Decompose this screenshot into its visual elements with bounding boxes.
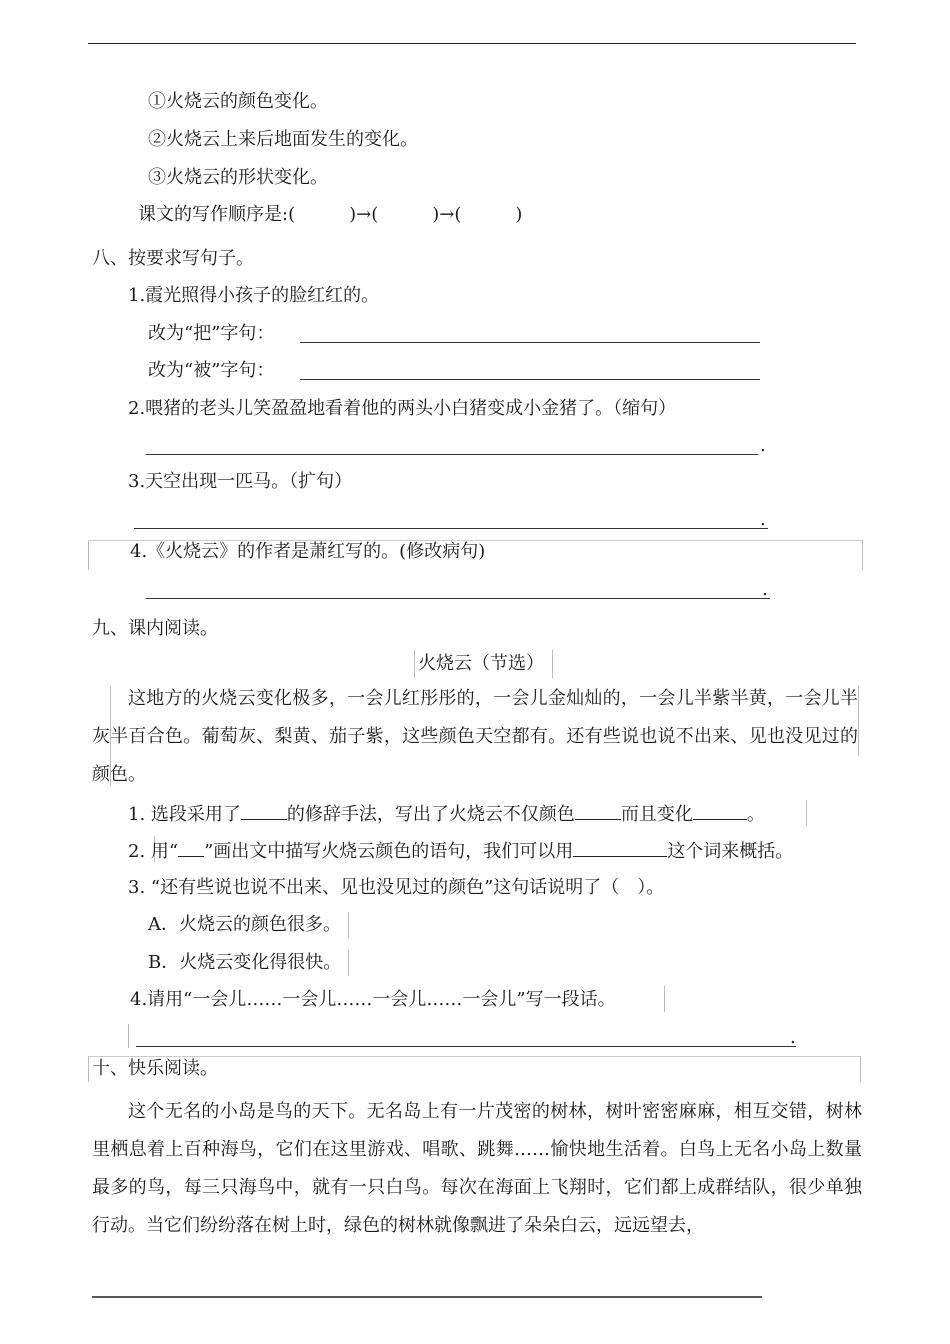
- q4-box-right: [862, 540, 863, 570]
- s9-passage: 这地方的火烧云变化极多，一会儿红彤彤的，一会儿金灿灿的，一会儿半紫半黄，一会儿半灰半百合色。葡萄灰、梨黄、茄子紫，这些颜色天空都有。还有些说也说不出来、见也没见过的颜色。: [92, 688, 858, 785]
- s9-option-a[interactable]: A．火烧云的颜色很多。: [148, 914, 341, 935]
- title-box-right: [552, 650, 553, 678]
- s8-question-1: 1.霞光照得小孩子的脸红红的。: [128, 285, 380, 306]
- q1-box-right: [806, 800, 807, 826]
- passage-box-right: [858, 686, 859, 756]
- s10-box-left: [88, 1056, 89, 1082]
- s8-question-4: 4.《火烧云》的作者是萧红写的。(修改病句): [130, 541, 486, 562]
- s8-q1-ba-answer-line[interactable]: [300, 342, 760, 343]
- q4b-box-right: [664, 986, 665, 1012]
- s8-q1-bei-answer-line[interactable]: [300, 379, 760, 380]
- writing-order-question: 课文的写作顺序是:( )→( )→( ): [138, 204, 523, 225]
- s8-q2-period: .: [760, 435, 766, 456]
- s10-box-right: [860, 1056, 861, 1082]
- list-item-1: ①火烧云的颜色变化。: [148, 91, 328, 112]
- s9-q1-text-b: 的修辞手法，写出了火烧云不仅颜色: [286, 804, 575, 825]
- s9-option-b[interactable]: B．火烧云变化得很快。: [148, 952, 342, 973]
- q4-box-left: [88, 540, 89, 570]
- q4b-line-left: [128, 1024, 129, 1048]
- s9-question-2: [128, 838, 793, 864]
- s9-q1-text-a: 1. 选段采用了: [128, 804, 241, 825]
- s9-q4-answer-line[interactable]: [136, 1046, 796, 1047]
- s9-q1-text-c: 而且变化: [620, 804, 693, 825]
- s9-q1-blank-color[interactable]: [575, 801, 621, 820]
- s8-q3-period: .: [760, 509, 766, 530]
- s8-question-2: 2.喂猪的老头儿笑盈盈地看着他的两头小白猪变成小金猪了。（缩句）: [128, 398, 677, 419]
- s8-q1-bei-label: 改为“被”字句：: [148, 360, 275, 381]
- optA-box-right: [348, 912, 349, 938]
- s9-q1-text-d: 。: [746, 804, 765, 825]
- s8-q4-answer-line[interactable]: [146, 598, 770, 599]
- s9-question-1: [128, 801, 765, 827]
- optB-box-right: [348, 950, 349, 976]
- top-rule: [88, 43, 856, 44]
- s10-passage: 这个无名的小岛是鸟的天下。无名岛上有一片茂密的树林，树叶密密麻麻，相互交错，树林里栖息着上百种海鸟，它们在这里游戏、唱歌、跳舞……愉快地生活着。白鸟上无名小岛上数量最多的鸟，每三只海鸟中，就有一只白鸟。每次在海面上飞翔时，它们都上成群结队，很少单独行动。当它们纷纷落在树上时，绿色的树林就像飘进了朵朵白云，远远望去，: [92, 1101, 862, 1236]
- s9-q2-text-a: 2. 用“: [128, 841, 179, 862]
- s8-q4-period: .: [762, 579, 768, 600]
- s9-q1-blank-change[interactable]: [693, 801, 747, 820]
- s9-q2-underline-sample: [178, 838, 204, 857]
- section-8-heading: 八、按要求写句子。: [92, 248, 254, 269]
- s9-q1-blank-rhetoric[interactable]: [241, 801, 287, 820]
- s9-q2-text-c: 这个词来概括。: [667, 841, 794, 862]
- s8-q1-ba-label: 改为“把”字句：: [148, 323, 275, 344]
- list-item-2: ②火烧云上来后地面发生的变化。: [148, 129, 418, 150]
- s9-q2-text-b: ”画出文中描写火烧云颜色的语句，我们可以用: [204, 841, 574, 862]
- s8-q2-answer-line[interactable]: [146, 454, 758, 455]
- s9-question-4: 4.请用“一会儿……一会儿……一会儿……一会儿”写一段话。: [130, 989, 616, 1010]
- section-10-heading: 十、快乐阅读。: [92, 1058, 218, 1079]
- title-box-left: [414, 650, 415, 678]
- s9-q4-period: .: [790, 1027, 796, 1048]
- list-item-3: ③火烧云的形状变化。: [148, 167, 328, 188]
- s9-question-3: 3. “还有些说也说不出来、见也没见过的颜色”这句话说明了（ ）。: [128, 877, 665, 898]
- s9-q2-blank-word[interactable]: [573, 838, 667, 857]
- s8-question-3: 3.天空出现一匹马。（扩句）: [128, 471, 353, 492]
- s9-passage-title: 火烧云（节选）: [418, 653, 544, 674]
- bottom-rule: [92, 1296, 762, 1298]
- s8-q3-answer-line[interactable]: [134, 528, 768, 529]
- section-9-heading: 九、课内阅读。: [92, 618, 218, 639]
